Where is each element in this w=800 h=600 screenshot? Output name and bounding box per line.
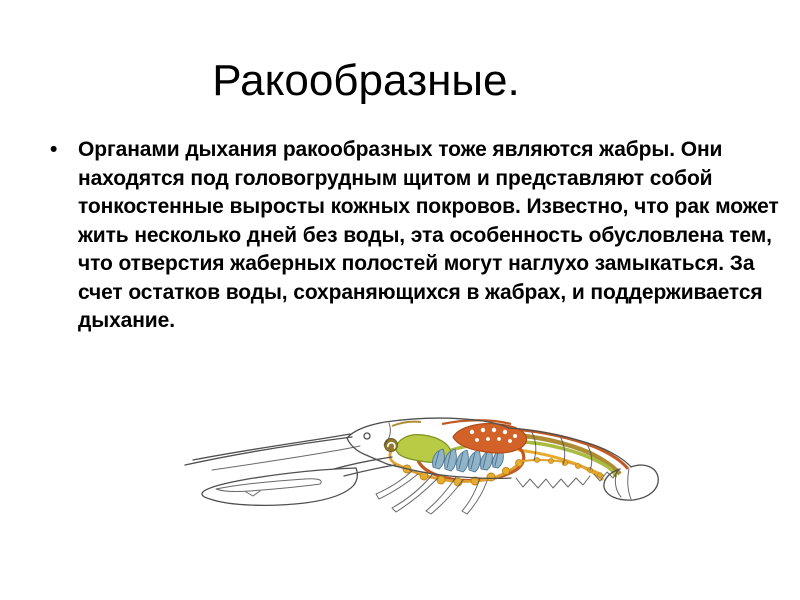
body-line: что отверстия жаберных полостей могут наглухо замыкаться. За (78, 252, 755, 275)
body-line: тонкостенные выросты кожных покровов. Известно, что рак может (78, 195, 779, 218)
body-line: жить несколько дней без воды, эта особенность обусловлена тем, (78, 223, 772, 247)
claw-outline (202, 457, 395, 505)
body-text-block (40, 136, 779, 336)
antennae-lines (185, 434, 360, 470)
body-line: дыхание. (78, 309, 175, 332)
slide-title: Ракообразные. (212, 56, 520, 105)
eye (364, 433, 370, 439)
crayfish-anatomy-illustration (180, 407, 660, 517)
body-line: счет остатков воды, сохраняющихся в жабрах, и поддерживается (78, 280, 763, 304)
green-gland-spiral (385, 439, 398, 452)
body-line: Органами дыхания ракообразных тоже являются жабры. Они (78, 138, 723, 161)
bullet-paragraph (78, 136, 779, 336)
bullet-marker: • (50, 138, 58, 161)
body-line: находятся под головогрудным щитом и представляют собой (78, 166, 713, 190)
